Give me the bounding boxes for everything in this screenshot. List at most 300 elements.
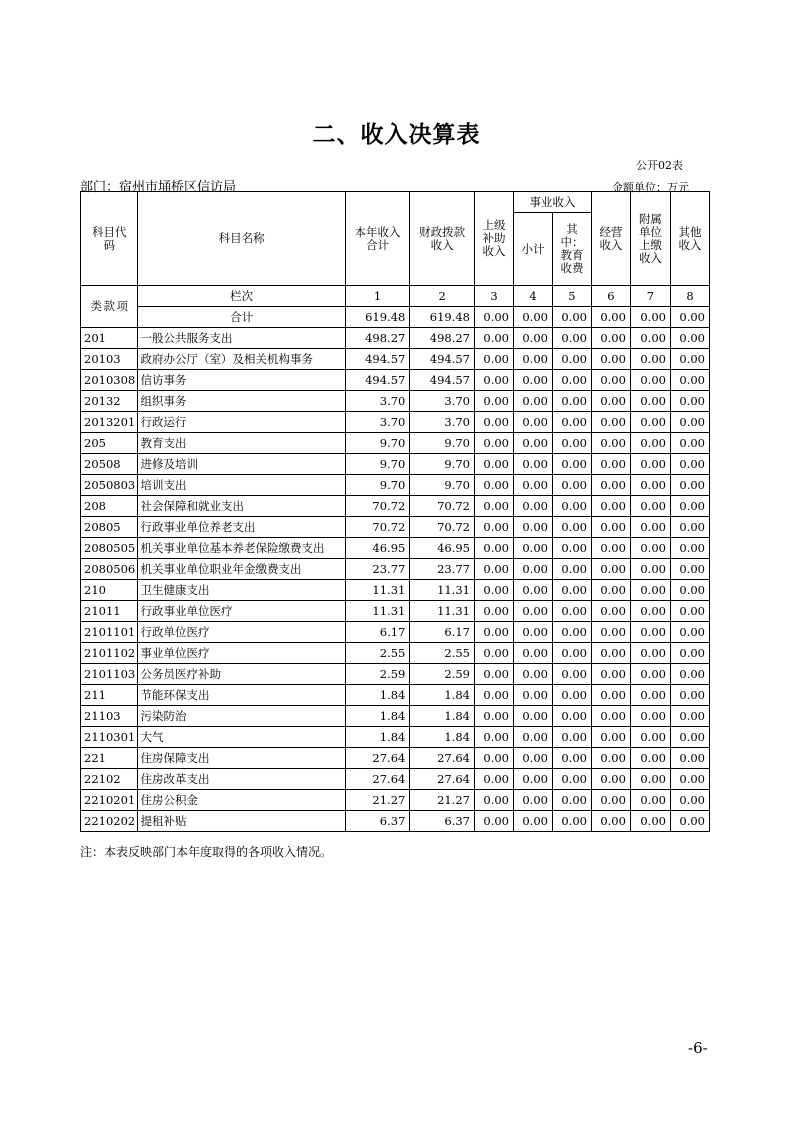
- row-value: 11.31: [345, 580, 410, 601]
- row-value: 0.00: [670, 517, 709, 538]
- row-value: 0.00: [513, 433, 552, 454]
- row-value: 0.00: [630, 664, 670, 685]
- total-cell: 0.00: [630, 307, 670, 328]
- row-value: 0.00: [513, 538, 552, 559]
- row-value: 0.00: [475, 727, 514, 748]
- row-value: 0.00: [591, 601, 630, 622]
- header-superior: 上级补助收入: [475, 192, 514, 286]
- row-code: 20508: [81, 454, 138, 475]
- row-name: 一般公共服务支出: [138, 328, 345, 349]
- row-value: 11.31: [410, 580, 475, 601]
- row-value: 0.00: [475, 475, 514, 496]
- row-code: 205: [81, 433, 138, 454]
- row-value: 0.00: [591, 370, 630, 391]
- row-value: 2.59: [345, 664, 410, 685]
- row-value: 0.00: [552, 643, 591, 664]
- row-value: 0.00: [630, 601, 670, 622]
- row-value: 0.00: [591, 517, 630, 538]
- row-value: 0.00: [475, 685, 514, 706]
- row-value: 494.57: [345, 349, 410, 370]
- row-value: 0.00: [670, 790, 709, 811]
- table-row: [81, 538, 710, 559]
- row-value: 23.77: [410, 559, 475, 580]
- row-value: 6.17: [410, 622, 475, 643]
- row-value: 0.00: [552, 454, 591, 475]
- total-cell: 0.00: [670, 307, 709, 328]
- total-cell: 0.00: [475, 307, 514, 328]
- row-value: 11.31: [345, 601, 410, 622]
- row-name: 政府办公厅（室）及相关机构事务: [138, 349, 345, 370]
- row-value: 0.00: [630, 580, 670, 601]
- row-value: 0.00: [475, 412, 514, 433]
- row-code: 201: [81, 328, 138, 349]
- row-code: 22102: [81, 769, 138, 790]
- row-value: 0.00: [513, 643, 552, 664]
- row-name: 住房保障支出: [138, 748, 345, 769]
- row-value: 494.57: [410, 349, 475, 370]
- row-value: 0.00: [552, 580, 591, 601]
- row-value: 0.00: [513, 769, 552, 790]
- header-name: 科目名称: [138, 192, 345, 286]
- header-lei: 类: [90, 299, 102, 313]
- row-value: 0.00: [475, 769, 514, 790]
- row-value: 0.00: [630, 685, 670, 706]
- row-value: 0.00: [591, 643, 630, 664]
- row-value: 0.00: [475, 454, 514, 475]
- row-value: 3.70: [410, 412, 475, 433]
- row-code: 2110301: [81, 727, 138, 748]
- row-value: 0.00: [513, 790, 552, 811]
- row-value: 0.00: [552, 664, 591, 685]
- row-value: 0.00: [670, 496, 709, 517]
- row-value: 70.72: [345, 496, 410, 517]
- row-value: 0.00: [591, 538, 630, 559]
- colnum-1: 1: [345, 286, 410, 307]
- row-value: 0.00: [513, 349, 552, 370]
- table-row: [81, 328, 710, 349]
- header-business: 事业收入: [513, 192, 591, 213]
- total-row-label: 合计: [138, 307, 345, 328]
- row-name: 行政运行: [138, 412, 345, 433]
- row-value: 0.00: [591, 496, 630, 517]
- row-code: 221: [81, 748, 138, 769]
- row-value: 0.00: [630, 454, 670, 475]
- row-value: 0.00: [513, 475, 552, 496]
- table-row: [81, 727, 710, 748]
- row-code: 21011: [81, 601, 138, 622]
- row-value: 1.84: [345, 685, 410, 706]
- row-name: 污染防治: [138, 706, 345, 727]
- row-name: 行政事业单位医疗: [138, 601, 345, 622]
- row-value: 0.00: [513, 580, 552, 601]
- row-value: 0.00: [552, 475, 591, 496]
- row-value: 0.00: [552, 811, 591, 832]
- row-value: 0.00: [591, 433, 630, 454]
- row-value: 0.00: [552, 769, 591, 790]
- row-code: 2013201: [81, 412, 138, 433]
- row-name: 大气: [138, 727, 345, 748]
- row-value: 0.00: [513, 454, 552, 475]
- row-value: 0.00: [670, 622, 709, 643]
- row-value: 27.64: [345, 769, 410, 790]
- row-value: 0.00: [552, 433, 591, 454]
- row-code: 2210201: [81, 790, 138, 811]
- row-code: 20805: [81, 517, 138, 538]
- row-value: 0.00: [630, 349, 670, 370]
- row-value: 70.72: [410, 517, 475, 538]
- colnum-5: 5: [552, 286, 591, 307]
- colnum-3: 3: [475, 286, 514, 307]
- row-name: 行政单位医疗: [138, 622, 345, 643]
- table-row: [81, 748, 710, 769]
- row-value: 6.37: [345, 811, 410, 832]
- row-name: 住房公积金: [138, 790, 345, 811]
- row-value: 0.00: [630, 748, 670, 769]
- footnote: 注：本表反映部门本年度取得的各项收入情况。: [80, 845, 333, 859]
- row-value: 0.00: [591, 622, 630, 643]
- row-value: 0.00: [630, 559, 670, 580]
- row-value: 0.00: [513, 517, 552, 538]
- row-value: 23.77: [345, 559, 410, 580]
- row-value: 2.55: [345, 643, 410, 664]
- row-name: 提租补贴: [138, 811, 345, 832]
- row-value: 0.00: [630, 790, 670, 811]
- table-row: [81, 454, 710, 475]
- row-value: 0.00: [591, 769, 630, 790]
- row-value: 9.70: [345, 475, 410, 496]
- row-value: 27.64: [410, 748, 475, 769]
- row-value: 27.64: [410, 769, 475, 790]
- table-row: [81, 706, 710, 727]
- row-value: 0.00: [552, 538, 591, 559]
- row-value: 0.00: [591, 790, 630, 811]
- row-value: 0.00: [670, 538, 709, 559]
- row-value: 0.00: [591, 349, 630, 370]
- row-value: 21.27: [410, 790, 475, 811]
- row-value: 0.00: [475, 349, 514, 370]
- row-value: 0.00: [670, 391, 709, 412]
- row-value: 0.00: [475, 538, 514, 559]
- row-value: 0.00: [591, 580, 630, 601]
- row-value: 0.00: [475, 559, 514, 580]
- row-value: 0.00: [552, 517, 591, 538]
- header-subtotal: 小计: [513, 213, 552, 286]
- table-row: [81, 412, 710, 433]
- row-value: 3.70: [345, 412, 410, 433]
- row-value: 498.27: [410, 328, 475, 349]
- row-value: 0.00: [552, 496, 591, 517]
- row-value: 0.00: [670, 328, 709, 349]
- total-cell: 619.48: [345, 307, 410, 328]
- row-value: 0.00: [513, 559, 552, 580]
- row-value: 0.00: [630, 727, 670, 748]
- table-row: [81, 622, 710, 643]
- row-value: 11.31: [410, 601, 475, 622]
- row-code: 208: [81, 496, 138, 517]
- row-value: 0.00: [591, 559, 630, 580]
- row-value: 0.00: [630, 496, 670, 517]
- row-value: 46.95: [410, 538, 475, 559]
- header-xiang: 项: [116, 299, 128, 313]
- row-name: 节能环保支出: [138, 685, 345, 706]
- row-value: 0.00: [670, 559, 709, 580]
- row-value: 0.00: [670, 433, 709, 454]
- row-value: 0.00: [513, 412, 552, 433]
- total-cell: 0.00: [513, 307, 552, 328]
- row-value: 0.00: [630, 538, 670, 559]
- row-value: 0.00: [475, 706, 514, 727]
- row-value: 0.00: [552, 622, 591, 643]
- colnum-7: 7: [630, 286, 670, 307]
- row-value: 0.00: [670, 769, 709, 790]
- row-value: 0.00: [630, 433, 670, 454]
- row-name: 机关事业单位基本养老保险缴费支出: [138, 538, 345, 559]
- row-code: 211: [81, 685, 138, 706]
- row-value: 0.00: [591, 391, 630, 412]
- row-value: 46.95: [345, 538, 410, 559]
- row-value: 0.00: [475, 370, 514, 391]
- row-value: 0.00: [513, 748, 552, 769]
- total-cell: 619.48: [410, 307, 475, 328]
- row-value: 0.00: [475, 517, 514, 538]
- row-code: 2210202: [81, 811, 138, 832]
- row-value: 0.00: [670, 412, 709, 433]
- row-value: 0.00: [670, 706, 709, 727]
- row-value: 0.00: [552, 559, 591, 580]
- row-value: 0.00: [552, 349, 591, 370]
- row-value: 6.17: [345, 622, 410, 643]
- table-row: [81, 790, 710, 811]
- row-value: 0.00: [513, 601, 552, 622]
- row-value: 0.00: [552, 685, 591, 706]
- row-code: 2010308: [81, 370, 138, 391]
- row-value: 0.00: [670, 811, 709, 832]
- row-value: 0.00: [552, 391, 591, 412]
- table-row: [81, 496, 710, 517]
- row-value: 0.00: [552, 370, 591, 391]
- row-value: 0.00: [630, 391, 670, 412]
- row-code: 20132: [81, 391, 138, 412]
- row-name: 卫生健康支出: [138, 580, 345, 601]
- row-value: 2.59: [410, 664, 475, 685]
- header-other: 其他收入: [670, 192, 709, 286]
- row-value: 0.00: [552, 706, 591, 727]
- row-value: 0.00: [591, 748, 630, 769]
- row-value: 0.00: [630, 643, 670, 664]
- row-value: 0.00: [513, 664, 552, 685]
- header-lanci: 栏次: [138, 286, 345, 307]
- income-report-table: [80, 191, 710, 832]
- row-value: 70.72: [410, 496, 475, 517]
- row-value: 1.84: [410, 706, 475, 727]
- row-value: 27.64: [345, 748, 410, 769]
- amount-unit: 金额单位：万元: [612, 181, 689, 194]
- row-value: 0.00: [630, 706, 670, 727]
- table-row: [81, 391, 710, 412]
- row-name: 培训支出: [138, 475, 345, 496]
- row-value: 0.00: [591, 328, 630, 349]
- row-value: 0.00: [513, 622, 552, 643]
- row-value: 0.00: [513, 706, 552, 727]
- row-value: 0.00: [670, 580, 709, 601]
- row-code: 2080506: [81, 559, 138, 580]
- table-row: [81, 601, 710, 622]
- row-value: 494.57: [410, 370, 475, 391]
- row-value: 70.72: [345, 517, 410, 538]
- row-value: 0.00: [670, 349, 709, 370]
- row-value: 9.70: [410, 433, 475, 454]
- row-value: 0.00: [670, 370, 709, 391]
- row-value: 0.00: [670, 727, 709, 748]
- row-value: 0.00: [630, 412, 670, 433]
- colnum-6: 6: [591, 286, 630, 307]
- row-value: 494.57: [345, 370, 410, 391]
- row-value: 0.00: [475, 601, 514, 622]
- row-value: 0.00: [552, 748, 591, 769]
- row-value: 0.00: [475, 811, 514, 832]
- row-value: 0.00: [630, 811, 670, 832]
- header-fiscal: 财政拨款收入: [410, 192, 475, 286]
- row-name: 住房改革支出: [138, 769, 345, 790]
- row-value: 0.00: [513, 370, 552, 391]
- row-value: 0.00: [670, 475, 709, 496]
- row-value: 9.70: [345, 433, 410, 454]
- row-value: 3.70: [345, 391, 410, 412]
- row-value: 0.00: [670, 685, 709, 706]
- row-value: 0.00: [475, 790, 514, 811]
- row-value: 0.00: [513, 328, 552, 349]
- row-value: 0.00: [475, 643, 514, 664]
- total-cell: 0.00: [552, 307, 591, 328]
- row-name: 行政事业单位养老支出: [138, 517, 345, 538]
- row-value: 0.00: [670, 601, 709, 622]
- table-row: [81, 349, 710, 370]
- row-value: 0.00: [513, 685, 552, 706]
- row-value: 0.00: [475, 328, 514, 349]
- row-code: 210: [81, 580, 138, 601]
- row-value: 0.00: [552, 601, 591, 622]
- row-value: 0.00: [591, 685, 630, 706]
- row-value: 0.00: [475, 622, 514, 643]
- header-edu: 其中：教育收费: [552, 213, 591, 286]
- table-row: [81, 433, 710, 454]
- row-value: 0.00: [670, 748, 709, 769]
- row-value: 0.00: [475, 748, 514, 769]
- page-number: -6-: [688, 1039, 708, 1057]
- colnum-4: 4: [513, 286, 552, 307]
- row-value: 0.00: [513, 727, 552, 748]
- row-name: 机关事业单位职业年金缴费支出: [138, 559, 345, 580]
- row-value: 0.00: [475, 391, 514, 412]
- colnum-8: 8: [670, 286, 709, 307]
- table-row: [81, 517, 710, 538]
- row-value: 0.00: [670, 454, 709, 475]
- header-operating: 经营收入: [591, 192, 630, 286]
- table-row: [81, 769, 710, 790]
- row-code: 2101101: [81, 622, 138, 643]
- row-value: 9.70: [410, 454, 475, 475]
- table-row: [81, 685, 710, 706]
- header-affiliated: 附属单位上缴收入: [630, 192, 670, 286]
- row-value: 0.00: [475, 580, 514, 601]
- row-value: 1.84: [345, 727, 410, 748]
- row-value: 0.00: [475, 433, 514, 454]
- row-value: 0.00: [475, 664, 514, 685]
- row-value: 0.00: [630, 328, 670, 349]
- row-value: 0.00: [513, 391, 552, 412]
- table-row: [81, 664, 710, 685]
- row-value: 0.00: [630, 769, 670, 790]
- row-value: 9.70: [345, 454, 410, 475]
- row-value: 2.55: [410, 643, 475, 664]
- row-value: 0.00: [630, 370, 670, 391]
- row-value: 0.00: [591, 811, 630, 832]
- table-row: [81, 475, 710, 496]
- row-code: 2080505: [81, 538, 138, 559]
- row-value: 9.70: [410, 475, 475, 496]
- colnum-2: 2: [410, 286, 475, 307]
- row-value: 1.84: [410, 685, 475, 706]
- row-code: 2101103: [81, 664, 138, 685]
- row-code: 2101102: [81, 643, 138, 664]
- table-row: [81, 643, 710, 664]
- row-value: 0.00: [591, 706, 630, 727]
- row-value: 0.00: [513, 811, 552, 832]
- row-name: 公务员医疗补助: [138, 664, 345, 685]
- row-value: 0.00: [552, 412, 591, 433]
- row-value: 0.00: [552, 790, 591, 811]
- row-value: 0.00: [513, 496, 552, 517]
- row-value: 0.00: [552, 328, 591, 349]
- header-total: 本年收入合计: [345, 192, 410, 286]
- row-value: 0.00: [475, 496, 514, 517]
- row-value: 0.00: [591, 454, 630, 475]
- row-name: 进修及培训: [138, 454, 345, 475]
- row-value: 498.27: [345, 328, 410, 349]
- row-value: 0.00: [670, 643, 709, 664]
- row-value: 0.00: [591, 412, 630, 433]
- row-value: 0.00: [591, 475, 630, 496]
- row-value: 0.00: [630, 475, 670, 496]
- table-row: [81, 580, 710, 601]
- department-label: 部门：宿州市埇桥区信访局: [80, 180, 237, 195]
- row-value: 0.00: [670, 664, 709, 685]
- total-cell: 0.00: [591, 307, 630, 328]
- row-value: 1.84: [410, 727, 475, 748]
- row-code: 21103: [81, 706, 138, 727]
- header-code: 科目代码: [81, 192, 138, 286]
- row-code: 20103: [81, 349, 138, 370]
- row-value: 0.00: [591, 727, 630, 748]
- row-value: 21.27: [345, 790, 410, 811]
- row-code: 2050803: [81, 475, 138, 496]
- row-value: 0.00: [630, 517, 670, 538]
- form-number: 公开02表: [636, 159, 683, 172]
- header-lei-kuan-xiang: [81, 286, 138, 328]
- page-title: 二、收入决算表: [312, 122, 481, 148]
- header-kuan: 款: [103, 299, 115, 313]
- row-name: 事业单位医疗: [138, 643, 345, 664]
- row-value: 1.84: [345, 706, 410, 727]
- row-name: 信访事务: [138, 370, 345, 391]
- row-name: 社会保障和就业支出: [138, 496, 345, 517]
- table-row: [81, 370, 710, 391]
- row-name: 组织事务: [138, 391, 345, 412]
- row-value: 0.00: [552, 727, 591, 748]
- table-row: [81, 811, 710, 832]
- row-value: 0.00: [630, 622, 670, 643]
- row-value: 3.70: [410, 391, 475, 412]
